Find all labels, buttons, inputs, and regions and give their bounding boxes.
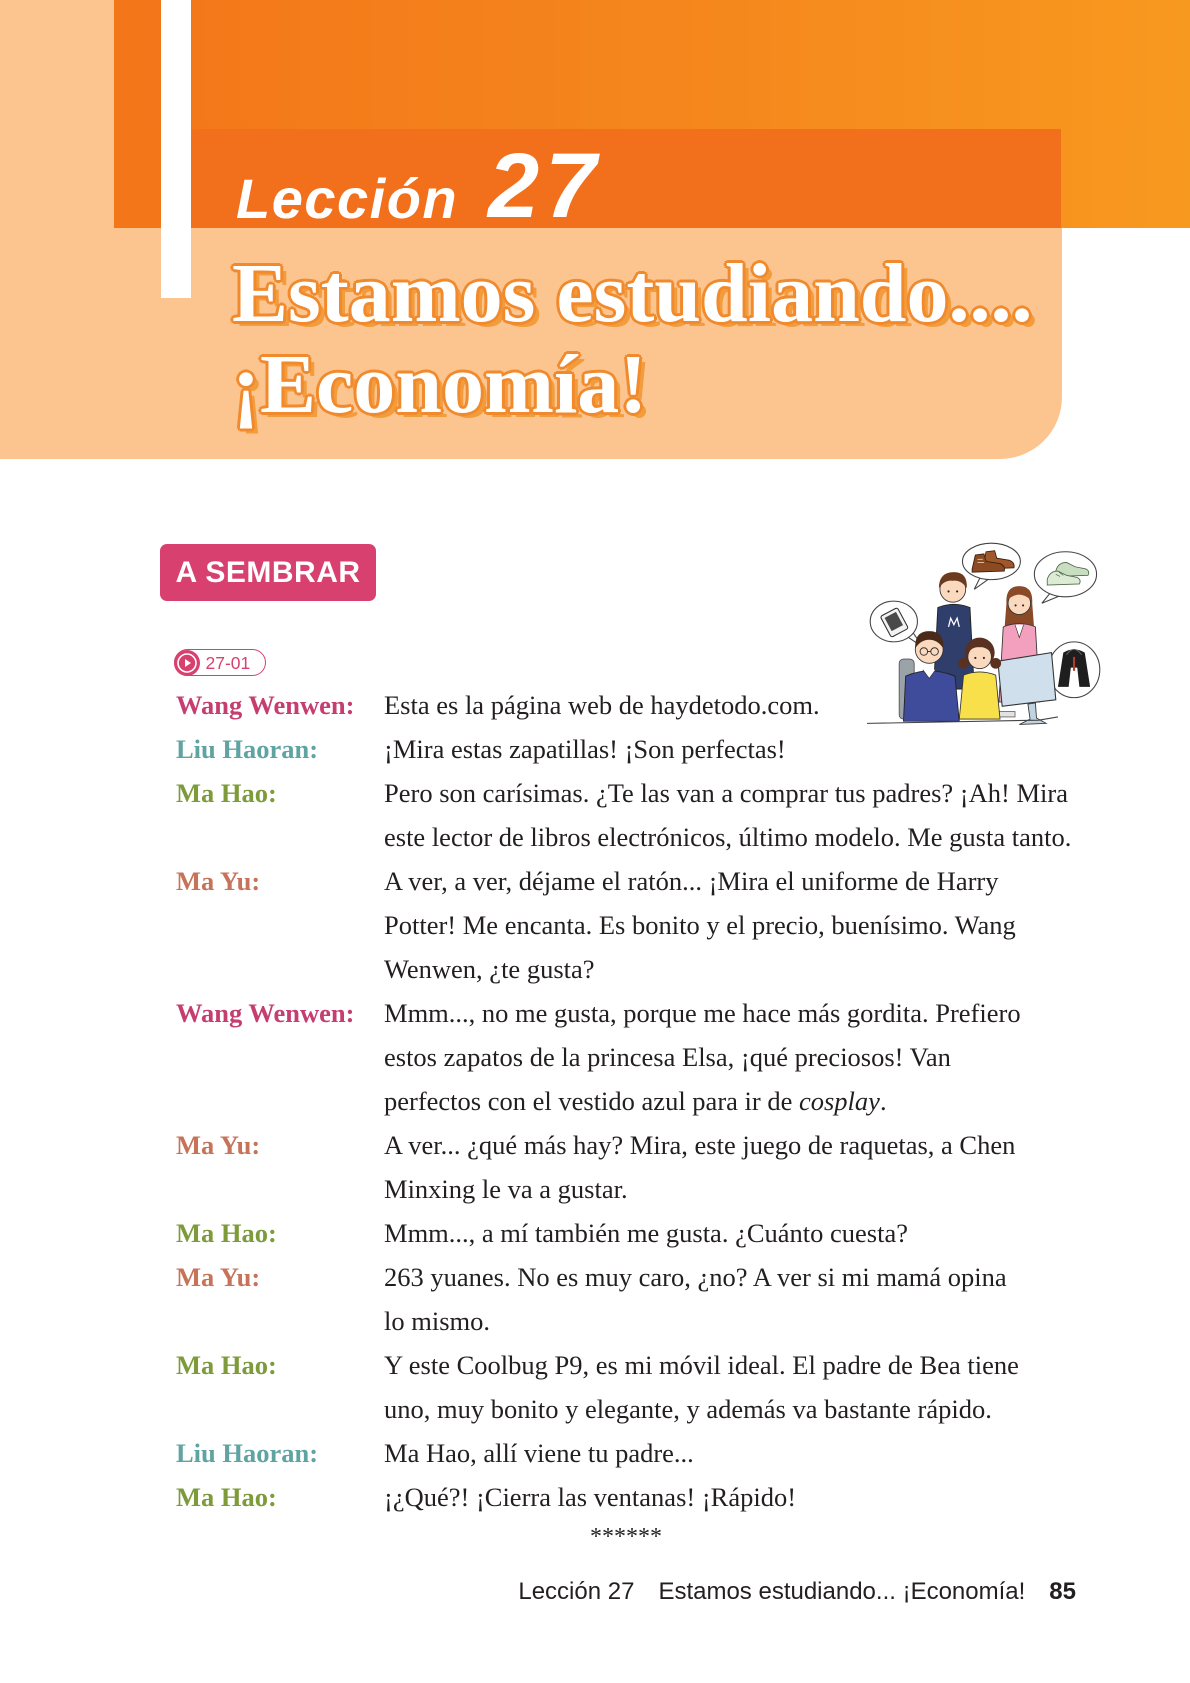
speech-line: ¡Mira estas zapatillas! ¡Son perfectas! [384, 734, 786, 764]
speech-text [384, 1255, 1007, 1343]
boots-bubble [962, 543, 1020, 589]
dialogue [0, 683, 1190, 1519]
speech-text [384, 1211, 908, 1255]
speaker-name: Ma Yu: [176, 866, 261, 896]
line-segment: perfectos con el vestido azul para ir de [384, 1086, 799, 1116]
lesson-label: Lección [236, 167, 459, 230]
speaker-name: Ma Hao: [176, 1482, 277, 1512]
speech-line: lo mismo. [384, 1306, 491, 1336]
footer-title: Estamos estudiando... ¡Economía! [658, 1578, 1026, 1605]
footer-lesson: Lección 27 [518, 1578, 635, 1605]
speech-text [384, 771, 1071, 859]
dialogue-turn [0, 1343, 1190, 1431]
speaker-name: Ma Hao: [176, 1350, 277, 1380]
dialogue-turn [0, 727, 1190, 771]
speaker-name: Ma Hao: [176, 1218, 277, 1248]
speaker-name: Liu Haoran: [176, 734, 319, 764]
dialogue-turn [0, 991, 1190, 1123]
speech-line: Mmm..., a mí también me gusta. ¿Cuánto cuesta? [384, 1218, 908, 1248]
line-segment: . [879, 1086, 887, 1116]
speech-line [384, 1079, 1021, 1123]
speaker-name: Ma Yu: [176, 1262, 261, 1292]
italic-word: cosplay [798, 1086, 880, 1116]
lesson-title-line-2: ¡Economía! [232, 338, 648, 431]
dialogue-turn [0, 1475, 1190, 1519]
speaker-name: Wang Wenwen: [176, 998, 355, 1028]
scene-divider: ****** [590, 1524, 662, 1550]
speech-line: estos zapatos de la princesa Elsa, ¡qué preciosos! Van [384, 1042, 951, 1072]
speaker-name: Liu Haoran: [176, 1438, 319, 1468]
dialogue-turn [0, 683, 1190, 727]
speech-text [384, 1475, 796, 1519]
header-white-bar [161, 0, 191, 298]
audio-track-number: 27-01 [205, 652, 251, 673]
page-footer [518, 1577, 1076, 1607]
speech-text [384, 859, 1016, 991]
sneakers-bubble [1034, 552, 1096, 603]
speech-line: A ver, a ver, déjame el ratón... ¡Mira el uniforme de Harry [384, 866, 999, 896]
speech-line: Y este Coolbug P9, es mi móvil ideal. El padre de Bea tiene [384, 1350, 1019, 1380]
page-number: 85 [1049, 1578, 1076, 1605]
speech-line: Wenwen, ¿te gusta? [384, 954, 595, 984]
speech-line: Potter! Me encanta. Es bonito y el precio, buenísimo. Wang [384, 910, 1016, 940]
lesson-number: 27 [488, 135, 603, 237]
speech-line: ¡¿Qué?! ¡Cierra las ventanas! ¡Rápido! [384, 1482, 797, 1512]
speech-text [384, 1343, 1019, 1431]
speech-line: Minxing le va a gustar. [384, 1174, 628, 1204]
speech-line: A ver... ¿qué más hay? Mira, este juego de raquetas, a Chen [384, 1130, 1016, 1160]
dialogue-turn [0, 859, 1190, 991]
speech-line: uno, muy bonito y elegante, y además va bastante rápido. [384, 1394, 992, 1424]
ereader-bubble [870, 601, 923, 647]
audio-track-badge [174, 649, 266, 676]
speech-line: Mmm..., no me gusta, porque me hace más gordita. Prefiero [384, 998, 1021, 1028]
section-badge: A SEMBRAR [160, 544, 376, 601]
speech-text [384, 683, 820, 727]
speech-line: Ma Hao, allí viene tu padre... [384, 1438, 694, 1468]
speech-line: este lector de libros electrónicos, último modelo. Me gusta tanto. [384, 822, 1072, 852]
speech-text [384, 1123, 1015, 1211]
speech-line: Esta es la página web de haydetodo.com. [384, 690, 820, 720]
speech-line: 263 yuanes. No es muy caro, ¿no? A ver si mi mamá opina [384, 1262, 1007, 1292]
dialogue-turn [0, 1123, 1190, 1211]
speaker-name: Wang Wenwen: [176, 690, 355, 720]
speech-text [384, 991, 1021, 1123]
speech-text [384, 727, 786, 771]
speaker-name: Ma Yu: [176, 1130, 261, 1160]
play-icon [174, 650, 200, 676]
dialogue-turn [0, 1255, 1190, 1343]
speech-line: Pero son carísimas. ¿Te las van a comprar tus padres? ¡Ah! Mira [384, 778, 1068, 808]
dialogue-turn [0, 771, 1190, 859]
speech-text [384, 1431, 694, 1475]
dialogue-turn [0, 1431, 1190, 1475]
dialogue-turn [0, 1211, 1190, 1255]
speaker-name: Ma Hao: [176, 778, 277, 808]
lesson-title-line-1: Estamos estudiando.... [232, 247, 1033, 340]
